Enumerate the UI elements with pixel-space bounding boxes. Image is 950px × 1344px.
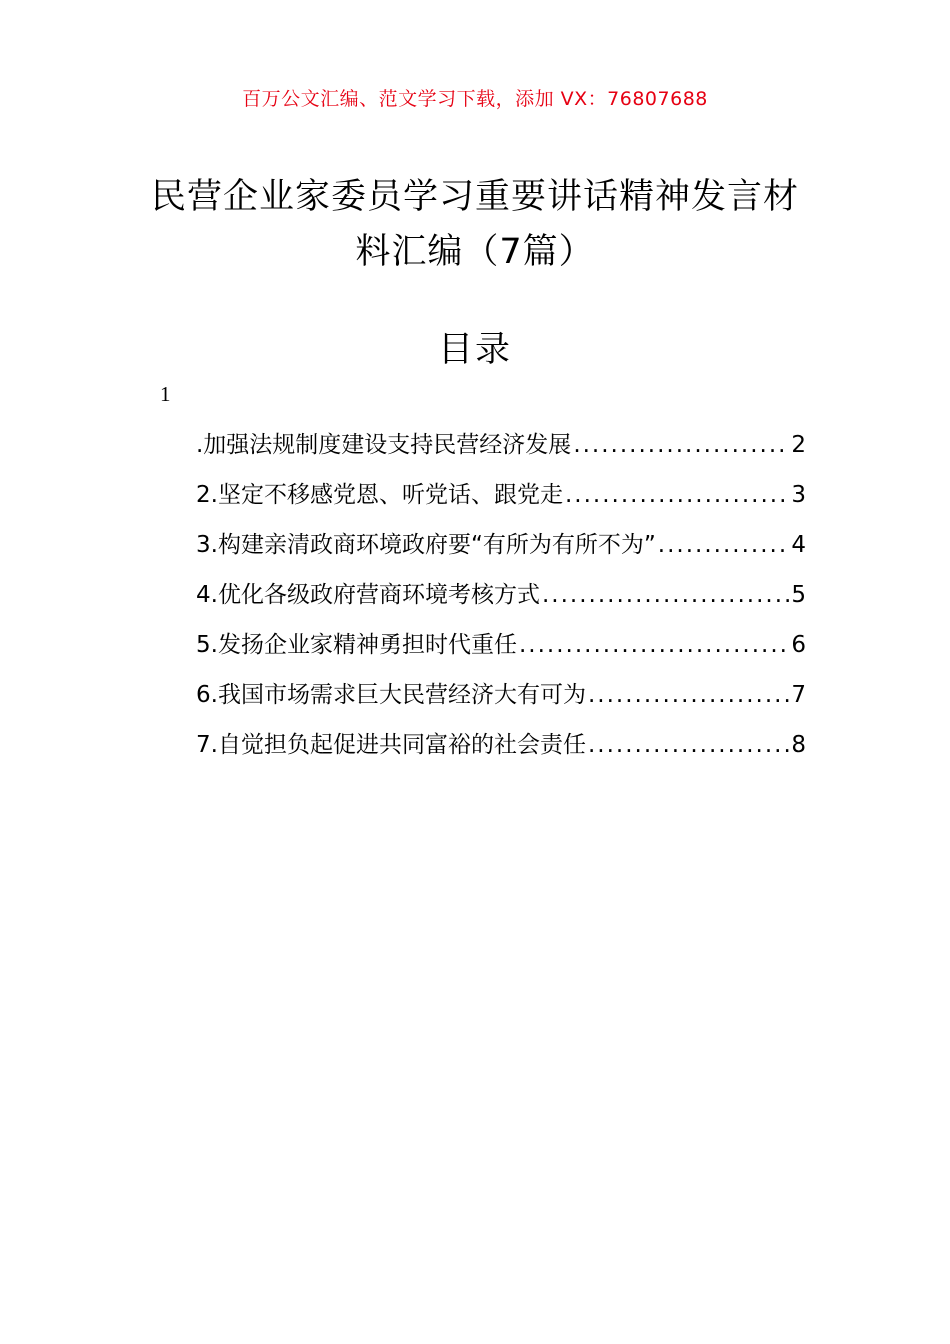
toc-entry-label: 3.构建亲清政商环境政府要“有所为有所不为” [196, 532, 656, 558]
toc-leader-dots [658, 532, 790, 558]
toc-entry-label: 2.坚定不移感党恩、听党话、跟党走 [196, 482, 563, 508]
toc-entry-number: 1 [160, 382, 171, 406]
toc-leader-dots [573, 432, 789, 458]
toc-entry-page: 2 [791, 432, 806, 458]
toc-entry-3[interactable] [196, 526, 806, 576]
toc-leader-dots [588, 682, 789, 708]
toc-leader-dots [542, 582, 789, 608]
toc-entry-page: 8 [791, 732, 806, 758]
toc-entry-6[interactable] [196, 676, 806, 726]
table-of-contents [196, 426, 806, 776]
toc-entry-label: 4.优化各级政府营商环境考核方式 [196, 582, 540, 608]
toc-entry-label: .加强法规制度建设支持民营经济发展 [196, 432, 572, 458]
toc-entry-7[interactable] [196, 726, 806, 776]
title-line-2: 料汇编（7篇） [355, 232, 595, 272]
toc-entry-1[interactable] [196, 426, 806, 476]
toc-entry-4[interactable] [196, 576, 806, 626]
document-title [150, 170, 800, 280]
title-line-1: 民营企业家委员学习重要讲话精神发言材 [150, 177, 799, 217]
toc-entry-5[interactable] [196, 626, 806, 676]
toc-entry-page: 5 [791, 582, 806, 608]
toc-heading: 目录 [437, 330, 512, 370]
toc-entry-label: 6.我国市场需求巨大民营经济大有可为 [196, 682, 586, 708]
header-note: 百万公文汇编、范文学习下载，添加 VX：76807688 [242, 88, 708, 110]
toc-entry-label: 5.发扬企业家精神勇担时代重任 [196, 632, 517, 658]
toc-entry-label: 7.自觉担负起促进共同富裕的社会责任 [196, 732, 586, 758]
toc-leader-dots [588, 732, 789, 758]
toc-leader-dots [519, 632, 789, 658]
toc-entry-page: 7 [791, 682, 806, 708]
toc-leader-dots [565, 482, 789, 508]
toc-entry-2[interactable] [196, 476, 806, 526]
toc-entry-page: 4 [791, 532, 806, 558]
toc-entry-page: 6 [791, 632, 806, 658]
toc-entry-page: 3 [791, 482, 806, 508]
